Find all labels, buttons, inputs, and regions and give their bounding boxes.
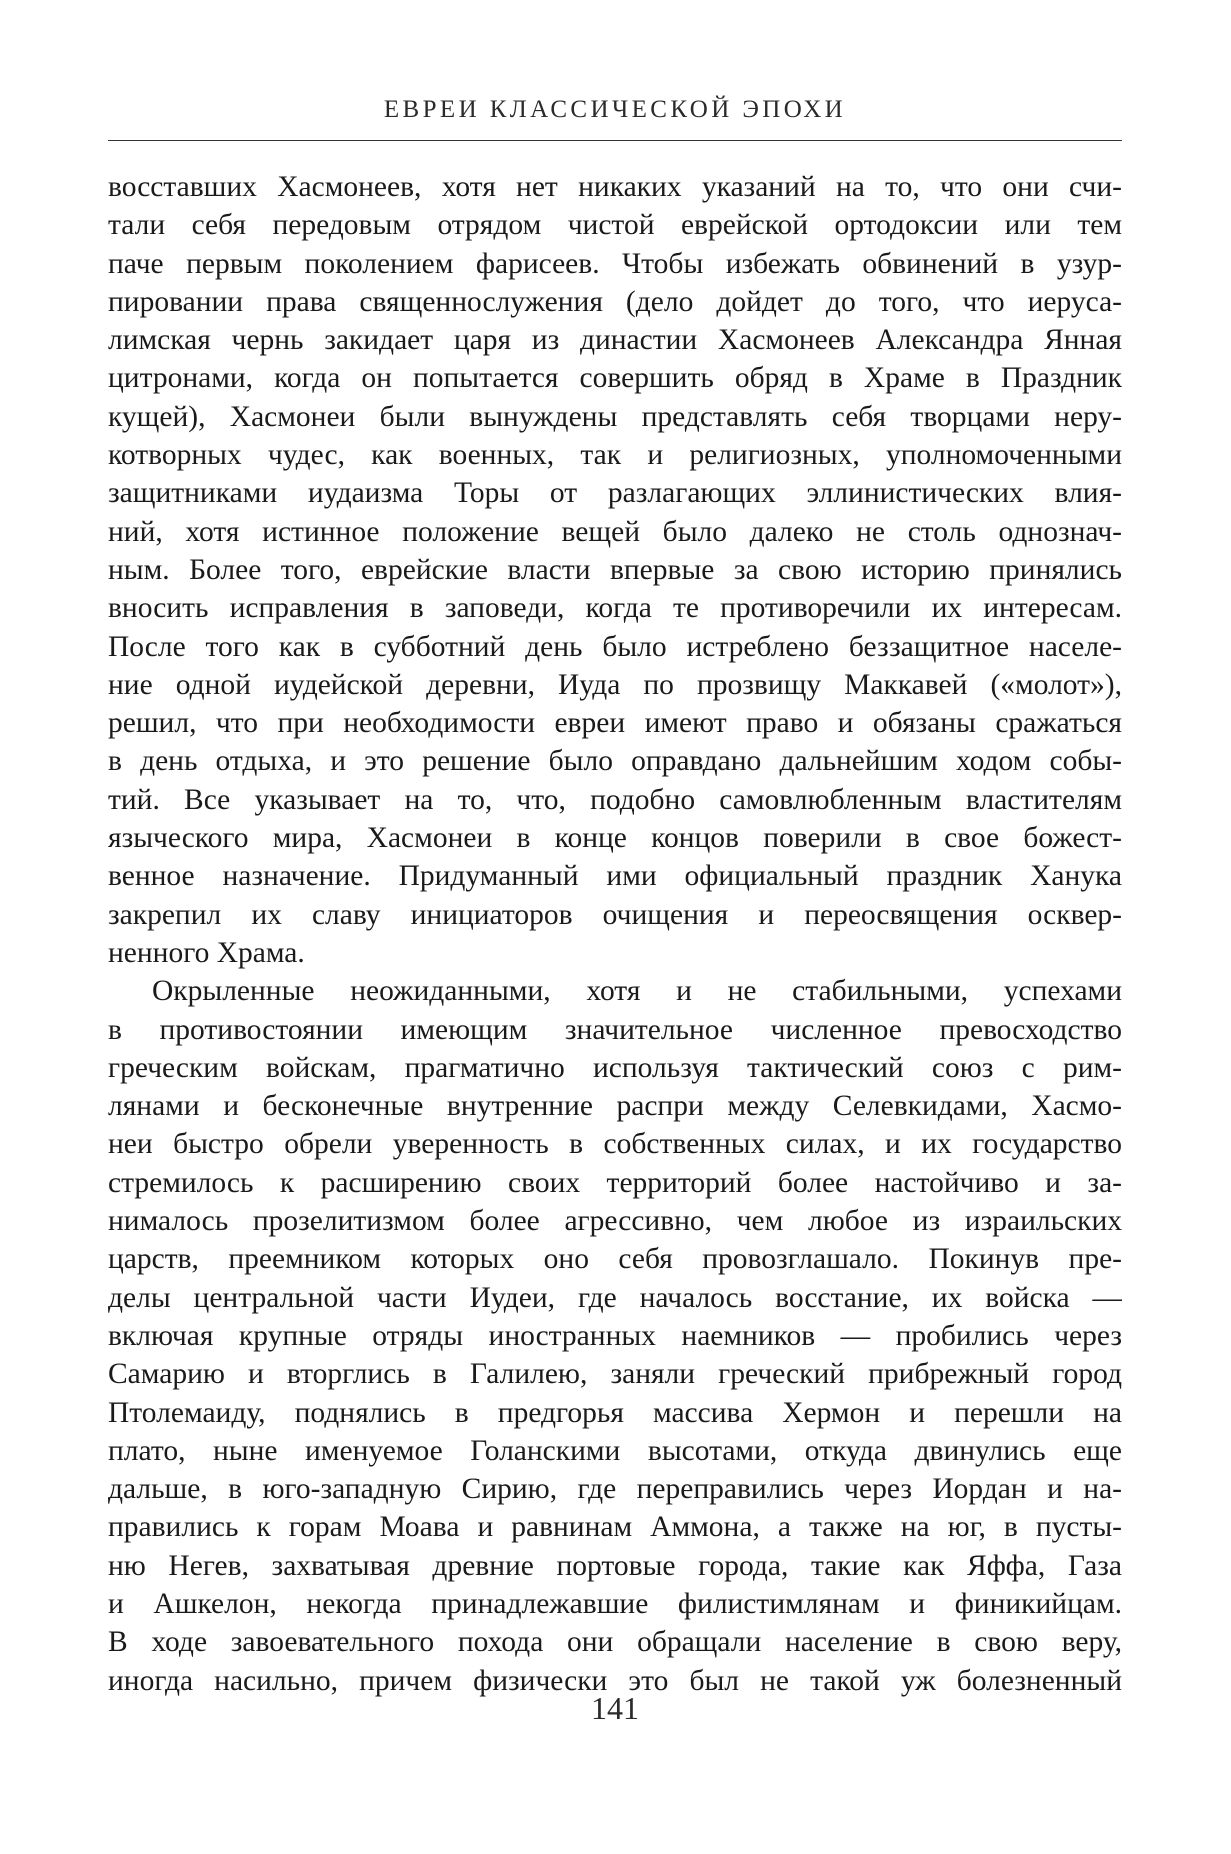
text-line: ным. Более того, еврейские власти впервые за свою историю принялись — [108, 553, 1122, 586]
paragraph — [108, 168, 1122, 972]
text-line: венное назначение. Придуманный ими официальный праздник Ханука — [108, 860, 1122, 893]
text-line: Птолемаиду, поднялись в предгорья массива Хермон и перешли на — [108, 1396, 1122, 1429]
text-line: решил, что при необходимости евреи имеют право и обязаны сражаться — [108, 707, 1122, 740]
text-line: защитниками иудаизма Торы от разлагающих эллинистических влия- — [108, 477, 1122, 510]
text-line: дальше, в юго-западную Сирию, где переправились через Иордан и на- — [108, 1473, 1122, 1506]
text-line: неи быстро обрели уверенность в собственных силах, и их государство — [108, 1128, 1122, 1161]
text-line: закрепил их славу инициаторов очищения и переосвящения осквер- — [108, 898, 1122, 931]
text-line: плато, ныне именуемое Голанскими высотами, откуда двинулись еще — [108, 1434, 1122, 1467]
text-line: ние одной иудейской деревни, Иуда по прозвищу Маккавей («молот»), — [108, 668, 1122, 701]
text-line: тий. Все указывает на то, что, подобно самовлюбленным властителям — [108, 783, 1122, 816]
text-line: правились к горам Моава и равнинам Аммона, а также на юг, в пусты- — [108, 1511, 1122, 1544]
text-line: ненного Храма. — [108, 936, 305, 969]
text-line: иногда насильно, причем физически это был не такой уж болезненный — [108, 1664, 1122, 1697]
text-line: ний, хотя истинное положение вещей было далеко не столь однознач- — [108, 515, 1122, 548]
page-number: 141 — [591, 1690, 639, 1726]
text-line: ню Негев, захватывая древние портовые города, такие как Яффа, Газа — [108, 1549, 1122, 1582]
text-line: в день отдыха, и это решение было оправдано дальнейшим ходом собы- — [108, 745, 1122, 778]
text-line: стремилось к расширению своих территорий более настойчиво и за- — [108, 1166, 1122, 1199]
running-header: ЕВРЕИ КЛАССИЧЕСКОЙ ЭПОХИ — [383, 96, 847, 123]
text-line: лимская чернь закидает царя из династии Хасмонеев Александра Янная — [108, 324, 1122, 357]
text-line: котворных чудес, как военных, так и религиозных, уполномоченными — [108, 439, 1122, 472]
text-line: и Ашкелон, некогда принадлежавшие филистимлянам и финикийцам. — [108, 1587, 1122, 1620]
text-line: делы центральной части Иудеи, где началось восстание, их войска — — [108, 1281, 1122, 1314]
paragraph — [108, 972, 1122, 1700]
text-line: тали себя передовым отрядом чистой еврейской ортодоксии или тем — [108, 209, 1122, 242]
text-line: языческого мира, Хасмонеи в конце концов поверили в свое божест- — [108, 822, 1122, 855]
text-line: Самарию и вторглись в Галилею, заняли греческий прибрежный город — [108, 1358, 1122, 1391]
text-line: кущей), Хасмонеи были вынуждены представлять себя творцами неру- — [108, 400, 1122, 433]
text-line: греческим войскам, прагматично используя тактический союз с рим- — [108, 1051, 1122, 1084]
text-line: паче первым поколением фарисеев. Чтобы избежать обвинений в узур- — [108, 247, 1122, 280]
text-line: После того как в субботний день было истреблено беззащитное населе- — [108, 630, 1122, 663]
text-line: в противостоянии имеющим значительное численное превосходство — [108, 1013, 1122, 1046]
text-line: Окрыленные неожиданными, хотя и не стабильными, успехами — [152, 975, 1122, 1008]
text-line: включая крупные отряды иностранных наемников — пробились через — [108, 1319, 1122, 1352]
text-line: нималось прозелитизмом более агрессивно, чем любое из израильских — [108, 1205, 1122, 1238]
body-text — [108, 168, 1122, 1700]
header-rule — [108, 140, 1122, 141]
text-line: пировании права священнослужения (дело дойдет до того, что иеруса- — [108, 285, 1122, 318]
text-line: восставших Хасмонеев, хотя нет никаких указаний на то, что они счи- — [108, 171, 1122, 203]
text-line: цитронами, когда он попытается совершить обряд в Храме в Праздник — [108, 362, 1122, 395]
text-line: лянами и бесконечные внутренние распри между Селевкидами, Хасмо- — [108, 1090, 1122, 1123]
text-line: царств, преемником которых оно себя провозглашало. Покинув пре- — [108, 1243, 1122, 1276]
text-line: вносить исправления в заповеди, когда те противоречили их интересам. — [108, 592, 1122, 625]
text-line: В ходе завоевательного похода они обращали население в свою веру, — [108, 1626, 1122, 1659]
